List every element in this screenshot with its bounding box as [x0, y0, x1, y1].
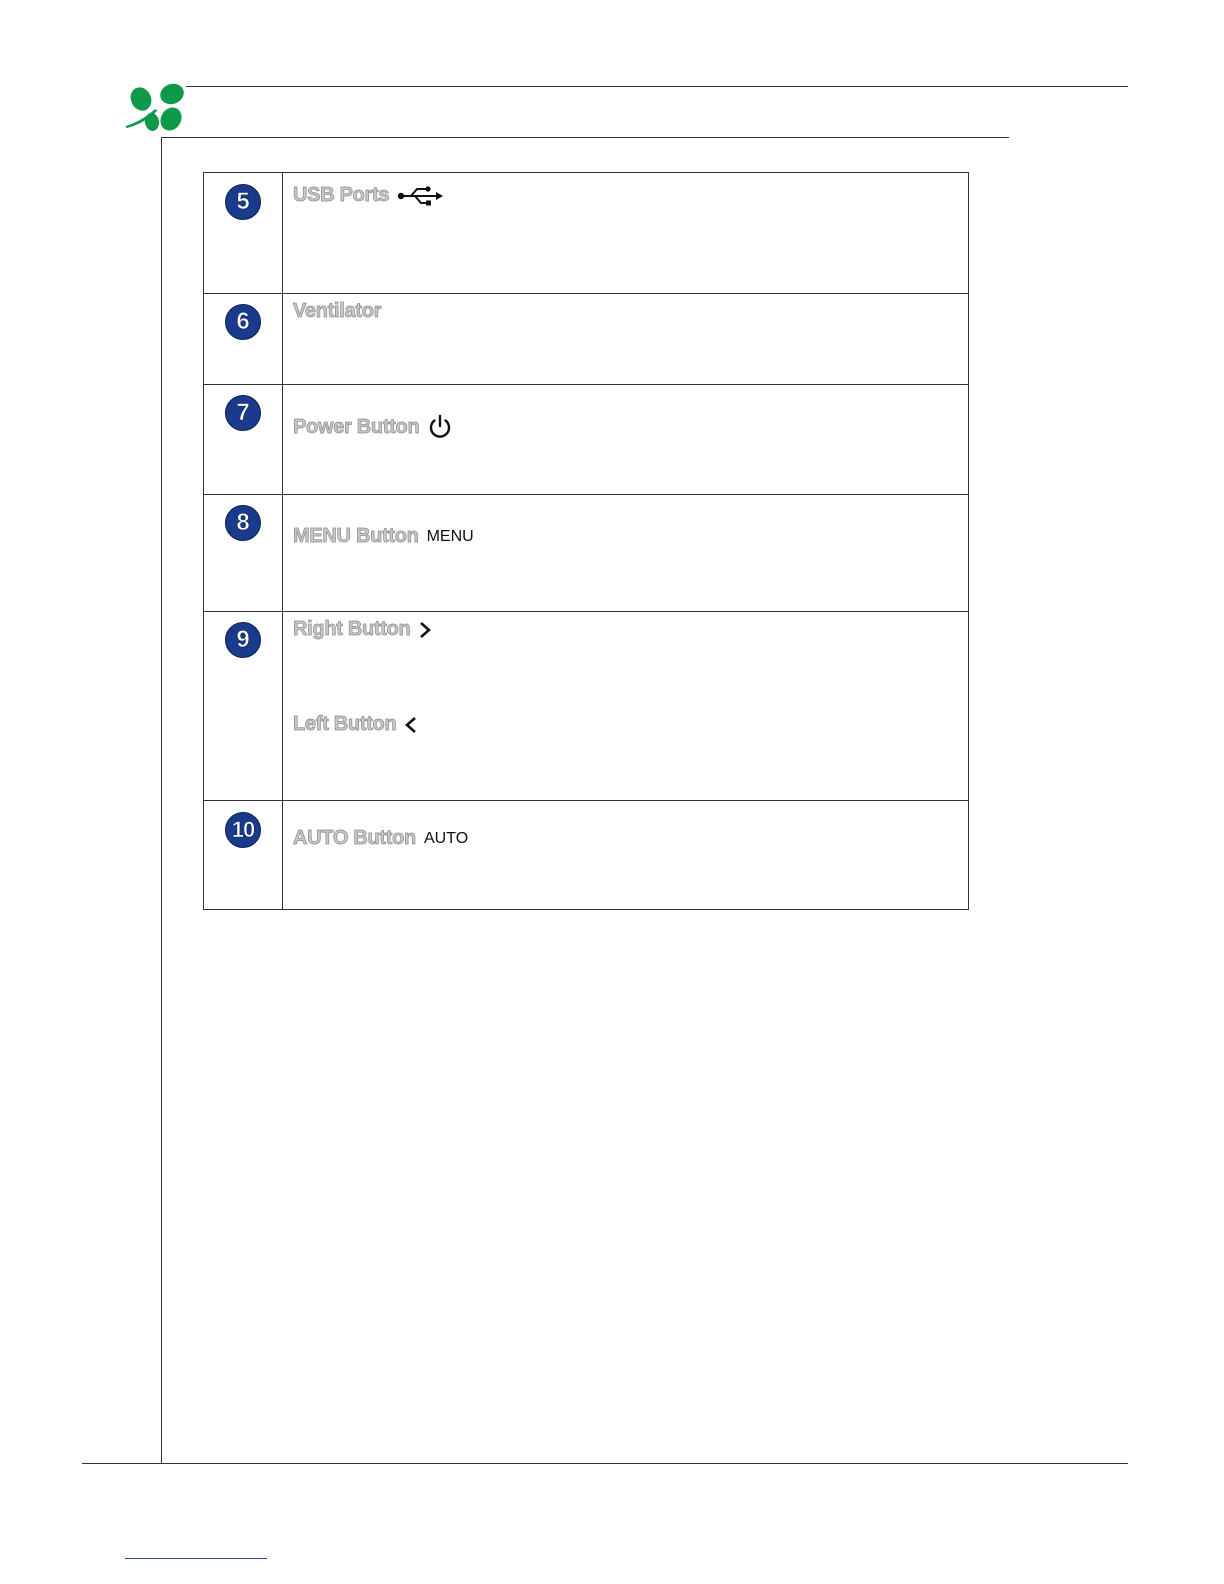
table-row	[204, 612, 969, 801]
table-row	[204, 495, 969, 612]
menu-symbol: MENU	[426, 527, 474, 545]
number-badge: 8	[225, 505, 261, 541]
usb-icon	[397, 185, 443, 207]
table-row	[204, 173, 969, 294]
table-row	[204, 385, 969, 495]
header-rule-bottom	[162, 137, 1009, 138]
number-badge: 6	[225, 304, 261, 340]
row-label: AUTO Button AUTO	[293, 827, 469, 849]
number-badge: 9	[225, 622, 261, 658]
row-label: Right Button	[293, 618, 432, 641]
footer-rule	[82, 1463, 1128, 1464]
number-badge: 7	[225, 395, 261, 431]
chevron-left-icon	[404, 715, 418, 735]
row-label: Power Button	[293, 414, 453, 440]
row-label-secondary: Left Button	[293, 713, 418, 736]
clover-logo-icon	[124, 80, 190, 136]
header-rule-top	[186, 86, 1128, 87]
number-badge: 5	[225, 184, 261, 220]
chevron-right-icon	[418, 620, 432, 640]
auto-symbol: AUTO	[423, 829, 469, 847]
row-label: USB Ports	[293, 184, 443, 207]
footer-underline	[125, 1558, 267, 1559]
row-label: Ventilator	[293, 300, 382, 322]
table-row	[204, 294, 969, 385]
table-row	[204, 801, 969, 910]
number-badge: 10	[225, 812, 261, 848]
margin-rule	[161, 137, 162, 1464]
row-label: MENU Button MENU	[293, 525, 474, 547]
controls-table	[203, 172, 969, 910]
power-icon	[427, 414, 453, 440]
